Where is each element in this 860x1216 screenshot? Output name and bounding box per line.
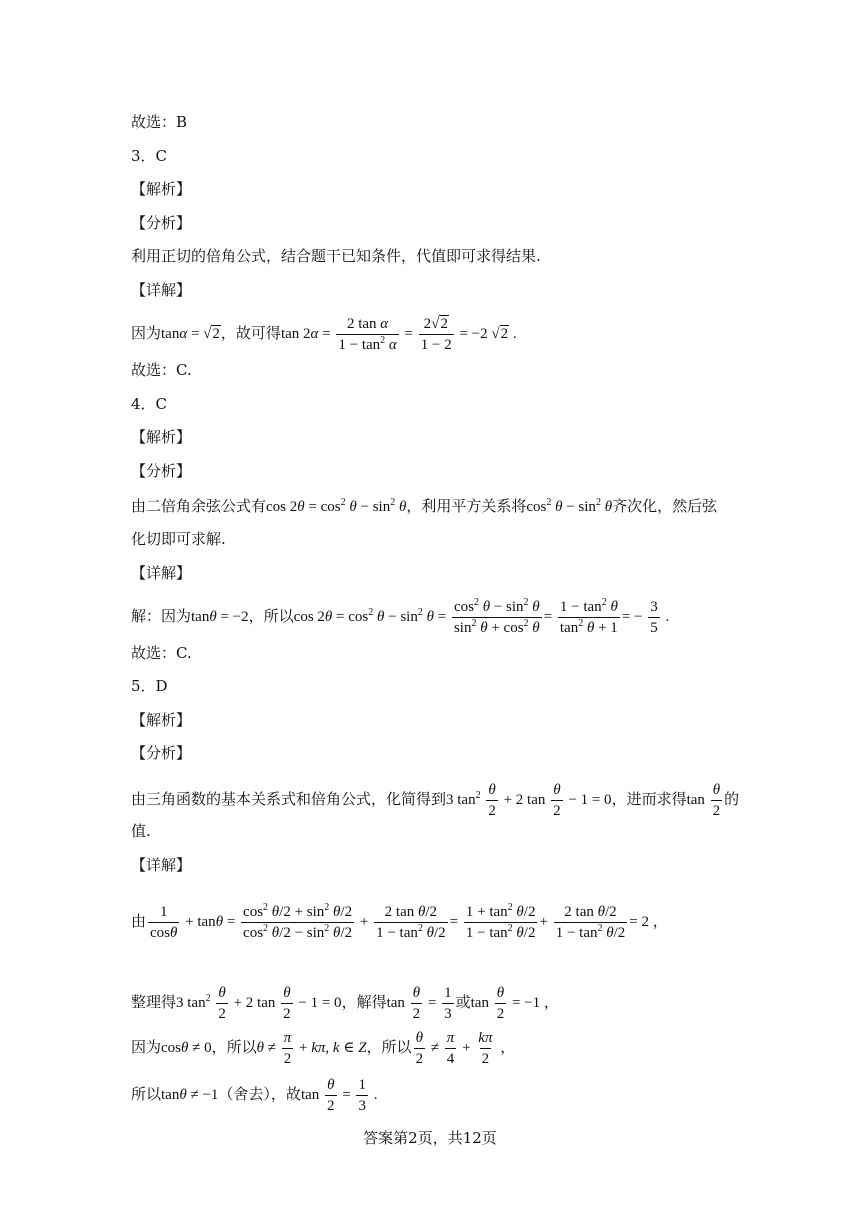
formula-line — [131, 314, 517, 355]
math-expression: tan 2α = $\frac{\text{2 tan α}}{1 - \tan^2 \alpha}$ = $\frac{2√2}{1 - 2}$ = −2 √2 . — [280, 316, 517, 353]
text: 所以 — [131, 1084, 162, 1103]
text: 因为 — [131, 1037, 162, 1056]
text: 由 — [131, 911, 147, 930]
math-expression: $\frac{\theta}{2}$ ≠ $\frac{\pi}{4}$ + $\frac{k\pi}{2}$ ， — [415, 1030, 516, 1067]
math-expression: cosθ ≠ 0 — [161, 1039, 212, 1056]
text: 由二倍角余弦公式有 — [131, 497, 267, 515]
text: 整理得 — [131, 992, 177, 1011]
text: ，故可得 — [220, 323, 281, 342]
text: 解：因为 — [131, 606, 192, 625]
text: 或 — [455, 992, 471, 1011]
section-heading: 【分析】 — [131, 462, 192, 480]
formula-line — [131, 780, 739, 821]
math-expression: $\cos^2 \theta - \sin^2 \theta$ — [526, 497, 613, 515]
page-footer: 答案第2页，共12页 — [363, 1129, 497, 1147]
answer-line: 故选：C. — [131, 644, 192, 662]
text: ，解得 — [341, 992, 387, 1011]
math-expression: 3 $\tan^2$ $\frac{\theta}{2}$ + 2 tan $\frac{\theta}{2}$ − 1 = 0 — [446, 782, 612, 819]
math-expression: tan $\frac{\theta}{2}$ = $\frac{1}{3}$ . — [300, 1077, 378, 1114]
math-expression: tan $\frac{\theta}{2}$ — [686, 782, 721, 819]
section-heading: 【分析】 — [131, 744, 192, 762]
math-expression: tanθ ≠ −1 — [161, 1086, 219, 1103]
text: ，所以 — [211, 1037, 257, 1056]
section-heading: 【分析】 — [131, 214, 192, 232]
math-expression: tan $\frac{\theta}{2}$ = $\frac{1}{3}$ — [386, 985, 452, 1022]
math-expression: 3 $\tan^2$ $\frac{\theta}{2}$ + 2 tan $\frac{\theta}{2}$ − 1 = 0 — [176, 985, 342, 1022]
question-number: 4．C — [131, 395, 168, 413]
section-heading: 【详解】 — [131, 856, 192, 874]
formula-line — [131, 902, 668, 943]
text: ，所以 — [366, 1037, 412, 1056]
question-number: 5．D — [131, 677, 168, 695]
paragraph: 化切即可求解. — [131, 530, 226, 548]
formula-line — [131, 1075, 377, 1116]
text: （舍去），故 — [218, 1084, 301, 1103]
text: 的 — [724, 789, 740, 808]
formula-line — [131, 1028, 515, 1069]
math-expression: tanα = √2 — [161, 325, 220, 342]
section-heading: 【解析】 — [131, 711, 192, 729]
answer-line: 故选：C. — [131, 361, 192, 379]
math-expression: $\cos 2\theta = \cos^2 \theta - \sin^2 \theta$ — [266, 497, 407, 515]
paragraph: 利用正切的倍角公式，结合题干已知条件，代值即可求得结果. — [131, 247, 541, 265]
text: 因为 — [131, 323, 162, 342]
text: ，利用平方关系将 — [406, 497, 527, 515]
section-heading: 【详解】 — [131, 564, 192, 582]
math-expression: tanθ = −2 — [191, 608, 249, 625]
formula-line — [131, 597, 669, 638]
paragraph: 值. — [131, 822, 151, 840]
section-heading: 【解析】 — [131, 428, 192, 446]
text: 由三角函数的基本关系式和倍角公式，化简得到 — [131, 789, 447, 808]
math-expression: $\frac{1}{\cos\theta}$ + tanθ = $\frac{\cos^2 \theta/2 + \sin^2 \theta/2}{\cos^2 \theta/2 - \sin^2 \theta/2}$ + $\frac{\text{2 tan θ/2}}{1 - \tan^2 \theta/2}$ = $\frac{1 + \tan^2 \theta/2}{1 - \tan^2 \theta/2}$ + $\frac{\text{2 tan θ/2}}{1 - \tan^2 \theta/2}$ = 2 ， — [150, 902, 668, 941]
question-number: 3．C — [131, 147, 168, 165]
text: 齐次化，然后弦 — [612, 497, 718, 515]
formula-line — [131, 983, 559, 1024]
math-expression: tan $\frac{\theta}{2}$ = −1 ， — [470, 985, 559, 1022]
answer-line: 故选：B — [131, 113, 188, 131]
math-expression: $\cos 2\theta = \cos^2 \theta - \sin^2 \theta$ = $\frac{\cos^2 \theta - \sin^2 \theta}{\sin^2 \theta + \cos^2 \theta}$ = $\frac{1 - \tan^2 \theta}{\tan^2 \theta + 1}$ = − $\frac{3}{5}$ . — [293, 597, 670, 636]
text: ，进而求得 — [611, 789, 687, 808]
section-heading: 【详解】 — [131, 281, 192, 299]
formula-line — [131, 496, 717, 517]
section-heading: 【解析】 — [131, 180, 192, 198]
math-expression: θ ≠ $\frac{\pi}{2}$ + kπ, k ∈ Z — [256, 1030, 367, 1067]
text: ，所以 — [248, 606, 294, 625]
